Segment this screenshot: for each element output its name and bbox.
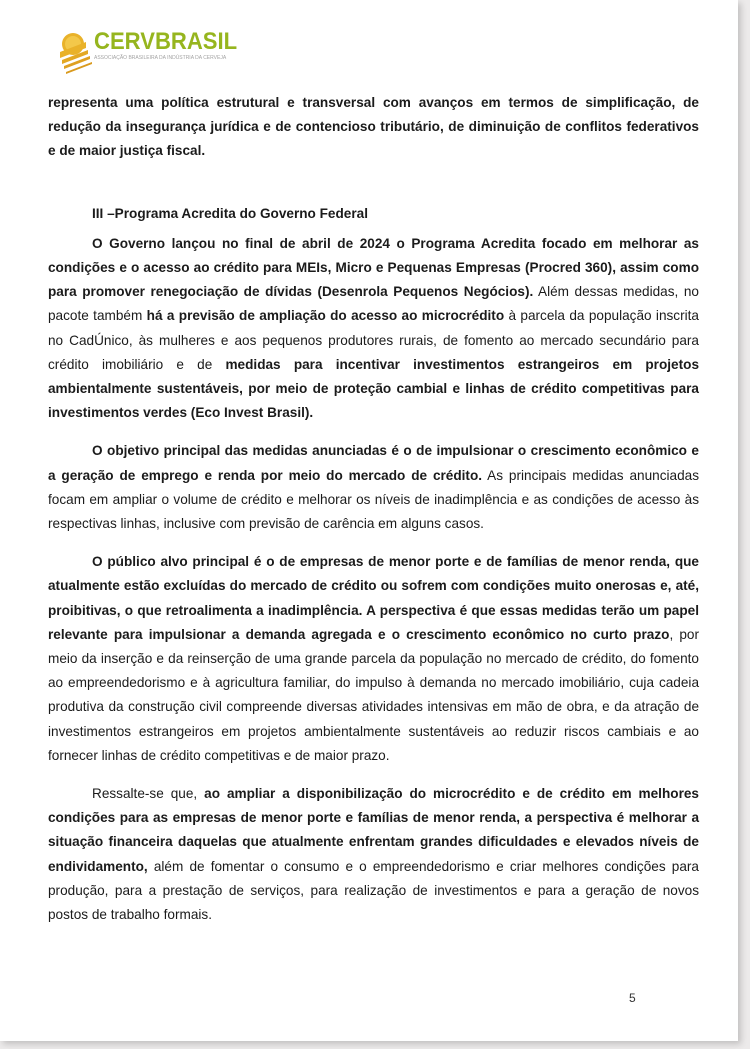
paragraph-publico-alvo: O público alvo principal é o de empresas de menor porte e de famílias de menor renda, que atualmente estão excluídas do mercado de crédito ou sofrem com condições muito onerosas e, até, proibitivas, o que retroalimenta a inadimplência. A perspectiva é que essas medidas terão um papel relevante para impulsionar a demanda agregada e o crescimento econômico no curto prazo, por meio da inserção e da reinserção de uma grande parcela da população no mercado de crédito, do fomento ao empreendedorismo e à agricultura familiar, do impulso à demanda no mercado imobiliário, cuja cadeia produtiva da construção civil compreende diversas atividades intensivas em mão de obra, e da atração de investimentos estrangeiros em projetos ambientalmente sustentáveis ao reduzir riscos cambiais e ao fornecer linhas de crédito competitivas e de maior prazo. [48,554,700,763]
cervbrasil-logo [56,22,238,76]
paragraph-intro: representa uma política estrutural e transversal com avanços em termos de simplificação, de redução da insegurança jurídica e de contencioso tributário, de diminuição de conflitos federativos e de maior justiça fiscal. [48,95,699,159]
beer-emblem-icon [56,22,96,76]
document-body [48,91,699,927]
logo-wordmark: CERVBRASIL [94,28,238,55]
page-number: 5 [629,991,636,1005]
paragraph-objetivo: O objetivo principal das medidas anunciadas é o de impulsionar o crescimento econômico e a geração de emprego e renda por meio do mercado de crédito. As principais medidas anunciadas focam em ampliar o volume de crédito e melhorar os níveis de inadimplência e as condições de acesso às respectivas linhas, inclusive com previsão de carência em alguns casos. [48,443,700,532]
paragraph-ressalte: Ressalte-se que, ao ampliar a disponibilização do microcrédito e de crédito em melhores condições para as empresas de menor porte e famílias de menor renda, a perspectiva é melhorar a situação financeira daquelas que atualmente enfrentam grandes dificuldades e elevados níveis de endividamento, além de fomentar o consumo e o empreendedorismo e criar melhores condições para produção, para a prestação de serviços, para realização de investimentos e para a geração de novos postos de trabalho formais. [48,786,699,923]
logo-tagline: ASSOCIAÇÃO BRASILEIRA DA INDÚSTRIA DA CERVEJA [94,55,227,61]
section-heading: III –Programa Acredita do Governo Federal [92,205,368,221]
paragraph-programa-acredita: O Governo lançou no final de abril de 2024 o Programa Acredita focado em melhorar as condições e o acesso ao crédito para MEIs, Micro e Pequenas Empresas (Procred 360), assim como para promover renegociação de dívidas (Desenrola Pequenos Negócios). Além dessas medidas, no pacote também há a previsão de ampliação do acesso ao microcrédito à parcela da população inscrita no CadÚnico, às mulheres e aos pequenos produtores rurais, de fomento ao mercado secundário para crédito imobiliário e de medidas para incentivar investimentos estrangeiros em projetos ambientalmente sustentáveis, por meio de proteção cambial e linhas de crédito competitivas para investimentos verdes (Eco Invest Brasil). [48,235,700,421]
